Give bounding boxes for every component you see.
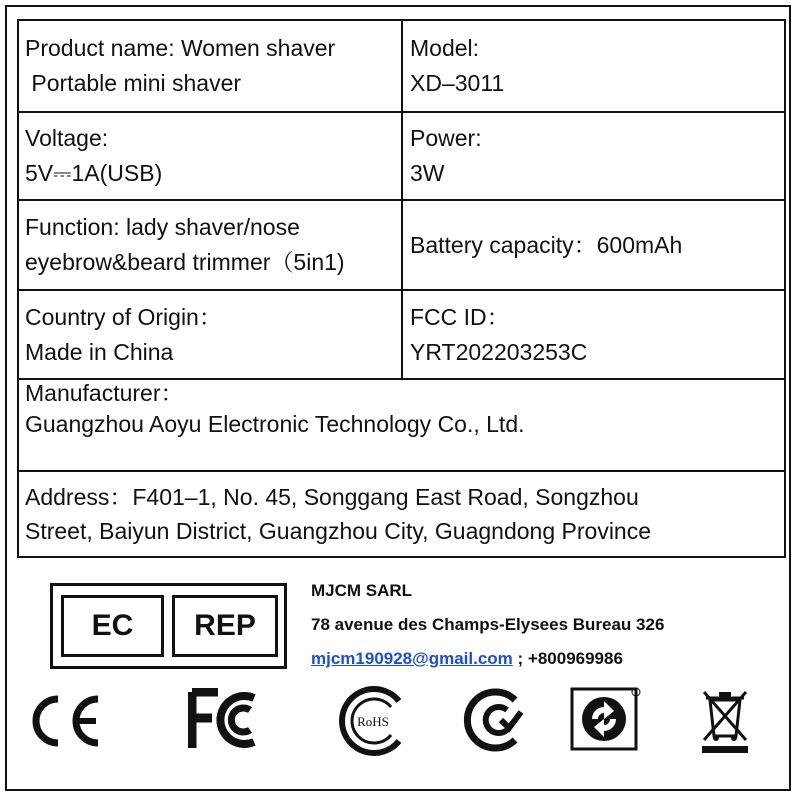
rep-contact <box>311 648 664 682</box>
rep-email-link[interactable]: mjcm190928@gmail.com <box>311 649 513 668</box>
fcc-id-value: YRT202203253C <box>410 338 588 365</box>
ec-box: EC <box>61 595 164 657</box>
fcc-mark-icon <box>188 688 266 752</box>
function-line-1: Function: lady shaver/nose <box>25 214 300 240</box>
function-cell <box>19 201 403 289</box>
rep-box: REP <box>172 595 278 657</box>
spec-row-voltage <box>19 113 784 201</box>
spec-row-function <box>19 201 784 291</box>
rohs-text: RoHS <box>357 714 389 729</box>
battery-capacity: Battery capacity：600mAh <box>410 231 683 258</box>
product-name-line-1: Product name: Women shaver <box>25 35 336 61</box>
origin-value: Made in China <box>25 338 174 365</box>
fcc-id-cell <box>403 291 784 378</box>
manufacturer-value: Guangzhou Aoyu Electronic Technology Co., Ltd. <box>25 411 525 437</box>
fcc-id-label: FCC ID： <box>410 303 510 330</box>
battery-cell <box>403 201 784 289</box>
spec-row-origin <box>19 291 784 380</box>
ec-rep-symbol <box>50 583 287 669</box>
spec-table <box>17 19 786 558</box>
address-line-2: Street, Baiyun District, Guangzhou City, Guagndong Province <box>25 518 652 544</box>
rep-separator: ; <box>512 649 528 668</box>
manufacturer-label: Manufacturer： <box>25 380 184 406</box>
spec-row-product <box>19 21 784 113</box>
product-name-line-2: Portable mini shaver <box>25 70 242 96</box>
product-name-cell <box>19 21 403 111</box>
manufacturer-cell <box>19 380 784 470</box>
ce-mark-icon <box>24 693 102 749</box>
function-line-2: eyebrow&beard trimmer（5in1) <box>25 249 345 275</box>
spec-row-manufacturer <box>19 380 784 472</box>
weee-bin-icon <box>700 686 750 754</box>
model-value: XD–3011 <box>410 70 505 96</box>
rep-phone: +800969986 <box>527 649 623 668</box>
spec-row-address <box>19 472 784 556</box>
origin-label: Country of Origin： <box>25 303 222 330</box>
rep-address: 78 avenue des Champs-Elysees Bureau 326 <box>311 615 665 634</box>
ec-rep-info <box>311 580 664 682</box>
green-dot-icon <box>570 685 642 751</box>
voltage-value: 5V⎓1A(USB) <box>25 160 163 186</box>
voltage-cell <box>19 113 403 199</box>
power-cell <box>403 113 784 199</box>
address-line-1: Address：F401–1, No. 45, Songgang East Road, Songzhou <box>25 484 639 510</box>
origin-cell <box>19 291 403 378</box>
model-label: Model: <box>410 35 480 61</box>
rohs-mark-icon <box>333 683 409 759</box>
model-cell <box>403 21 784 111</box>
address-cell <box>19 472 784 556</box>
power-label: Power: <box>410 125 482 151</box>
rep-company: MJCM SARL <box>311 581 413 600</box>
c-tick-mark-icon <box>463 688 527 752</box>
power-value: 3W <box>410 160 445 186</box>
voltage-label: Voltage: <box>25 125 109 151</box>
